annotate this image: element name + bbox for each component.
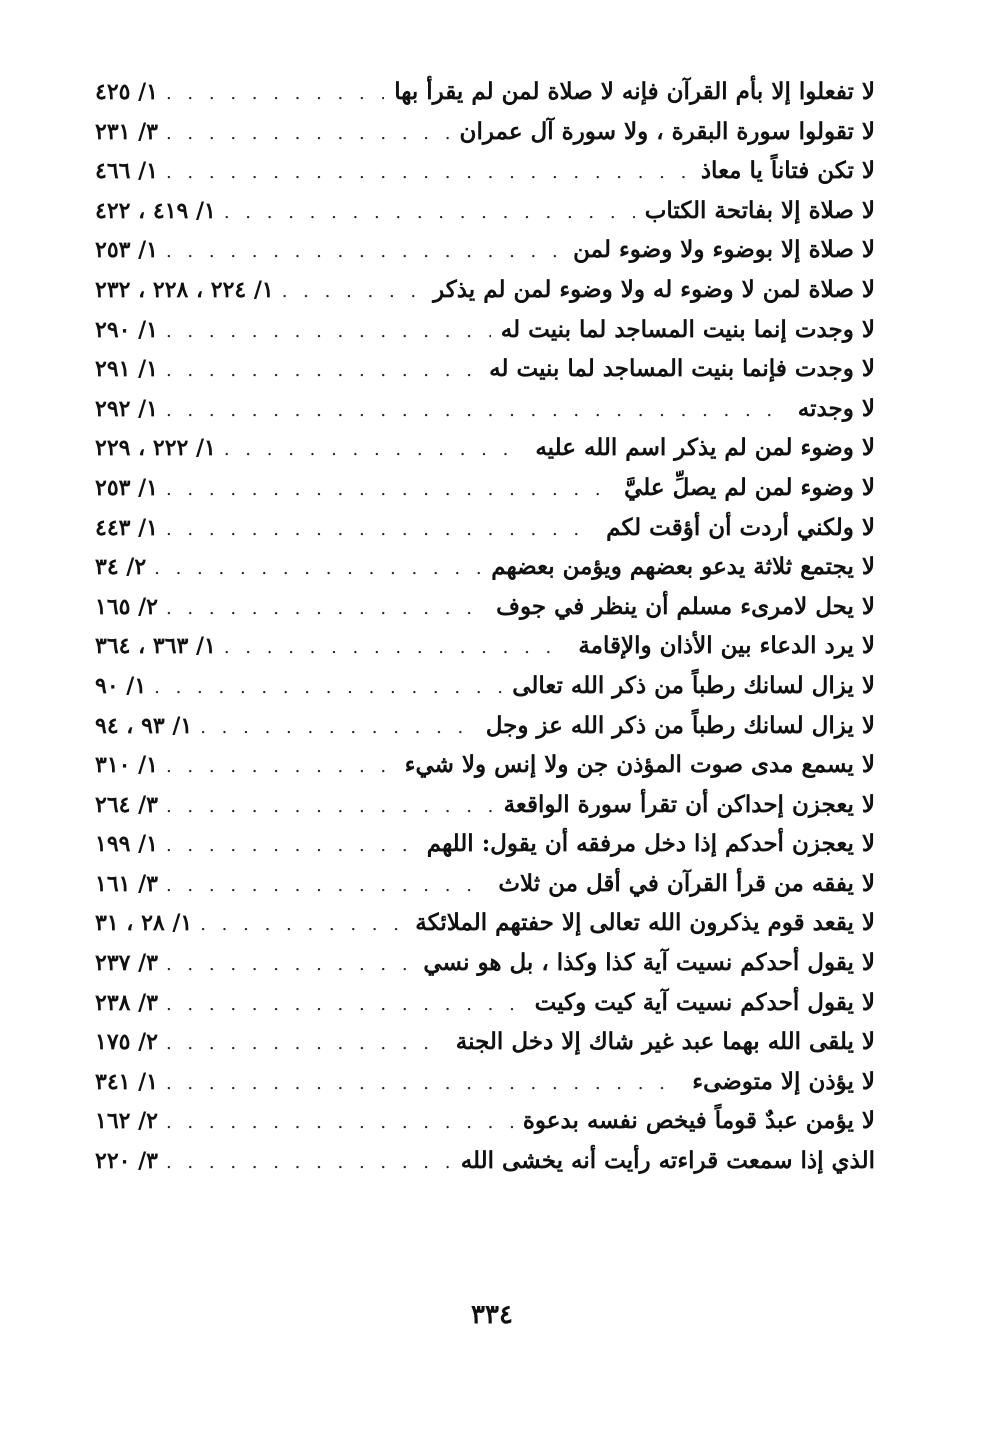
entry-reference: ١/ ٤٦٦ (95, 158, 158, 185)
index-entry (95, 909, 875, 949)
hadith-index-list (95, 78, 875, 1187)
entry-reference: ٣/ ١٦١ (95, 870, 158, 897)
dot-leader (166, 123, 450, 144)
index-entry (95, 434, 875, 474)
entry-text: لا وضوء لمن لم يصلِّ عليَّ (624, 473, 875, 501)
dot-leader (166, 598, 486, 619)
index-entry (95, 197, 875, 237)
entry-text: لا يعجزن إحداكن أن تقرأ سورة الواقعة (503, 790, 875, 818)
entry-reference: ٣/ ٢٦٤ (95, 791, 158, 818)
index-entry (95, 236, 875, 276)
entry-text: لا يقول أحدكم نسيت آية كيت وكيت (534, 988, 875, 1016)
index-entry (95, 118, 875, 158)
index-entry (95, 1028, 875, 1068)
dot-leader (200, 717, 476, 738)
entry-reference: ١/ ٢٨ ، ٣١ (95, 910, 193, 937)
entry-reference: ٢/ ١٦٥ (95, 593, 158, 620)
dot-leader (166, 400, 788, 421)
dot-leader (166, 360, 479, 381)
entry-reference: ١/ ٢٢٤ ، ٢٢٨ ، ٢٣٢ (95, 276, 274, 303)
dot-leader (166, 954, 413, 975)
entry-text: لا يقول أحدكم نسيت آية كذا وكذا ، بل هو نسي (423, 949, 875, 977)
entry-reference: ٣/ ٢٢٠ (95, 1148, 158, 1175)
index-entry (95, 751, 875, 791)
index-entry (95, 157, 875, 197)
dot-leader (154, 558, 481, 579)
entry-reference: ٣/ ٢٣١ (95, 118, 158, 145)
entry-text: لا يجتمع ثلاثة يدعو بعضهم ويؤمن بعضهم (491, 553, 875, 581)
dot-leader (166, 796, 494, 817)
entry-reference: ١/ ٣٤١ (95, 1068, 158, 1095)
dot-leader (166, 1033, 446, 1054)
entry-text: لا يؤمن عبدٌ قوماً فيخص نفسه بدعوة (522, 1107, 875, 1135)
dot-leader (282, 281, 423, 302)
entry-text: لا يزال لسانك رطباً من ذكر الله تعالى (512, 671, 875, 699)
entry-reference: ١/ ٩٠ (95, 672, 147, 699)
index-entry (95, 672, 875, 712)
index-entry (95, 989, 875, 1029)
dot-leader (166, 321, 491, 342)
index-entry (95, 276, 875, 316)
entry-reference: ١/ ٤٢٥ (95, 79, 158, 105)
dot-leader (224, 637, 568, 658)
dot-leader (166, 241, 563, 262)
entry-reference: ١/ ٤١٩ ، ٤٢٢ (95, 197, 216, 224)
entry-reference: ١/ ٢٥٣ (95, 237, 158, 264)
index-entry (95, 553, 875, 593)
entry-text: الذي إذا سمعت قراءته رأيت أنه يخشى الله (460, 1147, 875, 1175)
entry-reference: ١/ ٣١٠ (95, 752, 158, 779)
index-entry (95, 593, 875, 633)
entry-text: لا تفعلوا إلا بأم القرآن فإنه لا صلاة لمن لم يقرأ بها (394, 78, 875, 105)
entry-reference: ١/ ٢٩٠ (95, 316, 158, 343)
index-entry (95, 1068, 875, 1108)
index-entry (95, 870, 875, 910)
dot-leader (166, 1073, 682, 1094)
index-entry (95, 316, 875, 356)
entry-text: لا وجدت فإنما بنيت المساجد لما بنيت له (489, 355, 875, 383)
entry-text: لا يسمع مدى صوت المؤذن جن ولا إنس ولا شيء (404, 751, 875, 779)
entry-text: لا يلقى الله بهما عبد غير شاك إلا دخل الجنة (455, 1028, 875, 1056)
entry-text: لا يحل لامرىء مسلم أن ينظر في جوف (496, 592, 875, 620)
entry-reference: ١/ ١٩٩ (95, 831, 158, 858)
index-entry (95, 474, 875, 514)
entry-text: لا وضوء لمن لم يذكر اسم الله عليه (535, 434, 875, 462)
entry-text: لا يقعد قوم يذكرون الله تعالى إلا حفتهم الملائكة (415, 909, 875, 937)
dot-leader (166, 1152, 451, 1173)
entry-text: لا وجدت إنما بنيت المساجد لما بنيت له (500, 315, 875, 343)
dot-leader (166, 479, 614, 500)
entry-reference: ١/ ٤٤٣ (95, 514, 158, 541)
index-entry (95, 395, 875, 435)
entry-text: لا يزال لسانك رطباً من ذكر الله عز وجل (485, 711, 875, 739)
index-entry (95, 1107, 875, 1147)
dot-leader (200, 914, 405, 935)
index-entry (95, 355, 875, 395)
dot-leader (166, 835, 417, 856)
index-entry (95, 1147, 875, 1187)
dot-leader (154, 677, 502, 698)
entry-reference: ١/ ٣٦٣ ، ٣٦٤ (95, 633, 216, 660)
entry-reference: ١/ ٢٩٢ (95, 395, 158, 422)
dot-leader (166, 1112, 513, 1133)
index-entry (95, 514, 875, 554)
entry-text: لا يرد الدعاء بين الأذان والإقامة (578, 632, 875, 660)
index-entry (95, 791, 875, 831)
entry-text: لا صلاة لمن لا وضوء له ولا وضوء لمن لم يذكر (433, 275, 875, 303)
dot-leader (224, 202, 635, 223)
entry-text: لا يعجزن أحدكم إذا دخل مرفقه أن يقول: اللهم (426, 830, 875, 858)
entry-text: لا تكن فتاناً يا معاذ (700, 157, 875, 185)
entry-text: لا ولكني أردت أن أؤقت لكم (606, 513, 875, 541)
entry-reference: ١/ ٢٩١ (95, 356, 158, 383)
dot-leader (166, 994, 525, 1015)
dot-leader (166, 162, 691, 183)
entry-text: لا تقولوا سورة البقرة ، ولا سورة آل عمران (459, 117, 875, 145)
page-number: ٣٣٤ (471, 1300, 513, 1330)
entry-reference: ٢/ ١٧٥ (95, 1029, 158, 1056)
dot-leader (166, 756, 395, 777)
dot-leader (224, 439, 525, 460)
entry-reference: ١/ ٢٥٣ (95, 474, 158, 501)
entry-text: لا يفقه من قرأ القرآن في أقل من ثلاث (498, 869, 875, 897)
dot-leader (166, 875, 488, 896)
dot-leader (166, 519, 596, 540)
entry-reference: ٢/ ٣٤ (95, 554, 147, 581)
index-entry (95, 632, 875, 672)
index-entry (95, 949, 875, 989)
entry-text: لا يؤذن إلا متوضىء (692, 1067, 875, 1095)
dot-leader (166, 83, 384, 104)
entry-text: لا وجدته (797, 394, 875, 422)
entry-text: لا صلاة إلا بوضوء ولا وضوء لمن (573, 236, 875, 264)
entry-text: لا صلاة إلا بفاتحة الكتاب (644, 196, 875, 224)
entry-reference: ١/ ٢٢٢ ، ٢٢٩ (95, 435, 216, 462)
entry-reference: ٣/ ٢٣٨ (95, 989, 158, 1016)
index-entry (95, 830, 875, 870)
index-entry (95, 712, 875, 752)
entry-reference: ١/ ٩٣ ، ٩٤ (95, 712, 193, 739)
index-entry (95, 78, 875, 118)
entry-reference: ٢/ ١٦٢ (95, 1108, 158, 1135)
entry-reference: ٣/ ٢٣٧ (95, 950, 158, 977)
